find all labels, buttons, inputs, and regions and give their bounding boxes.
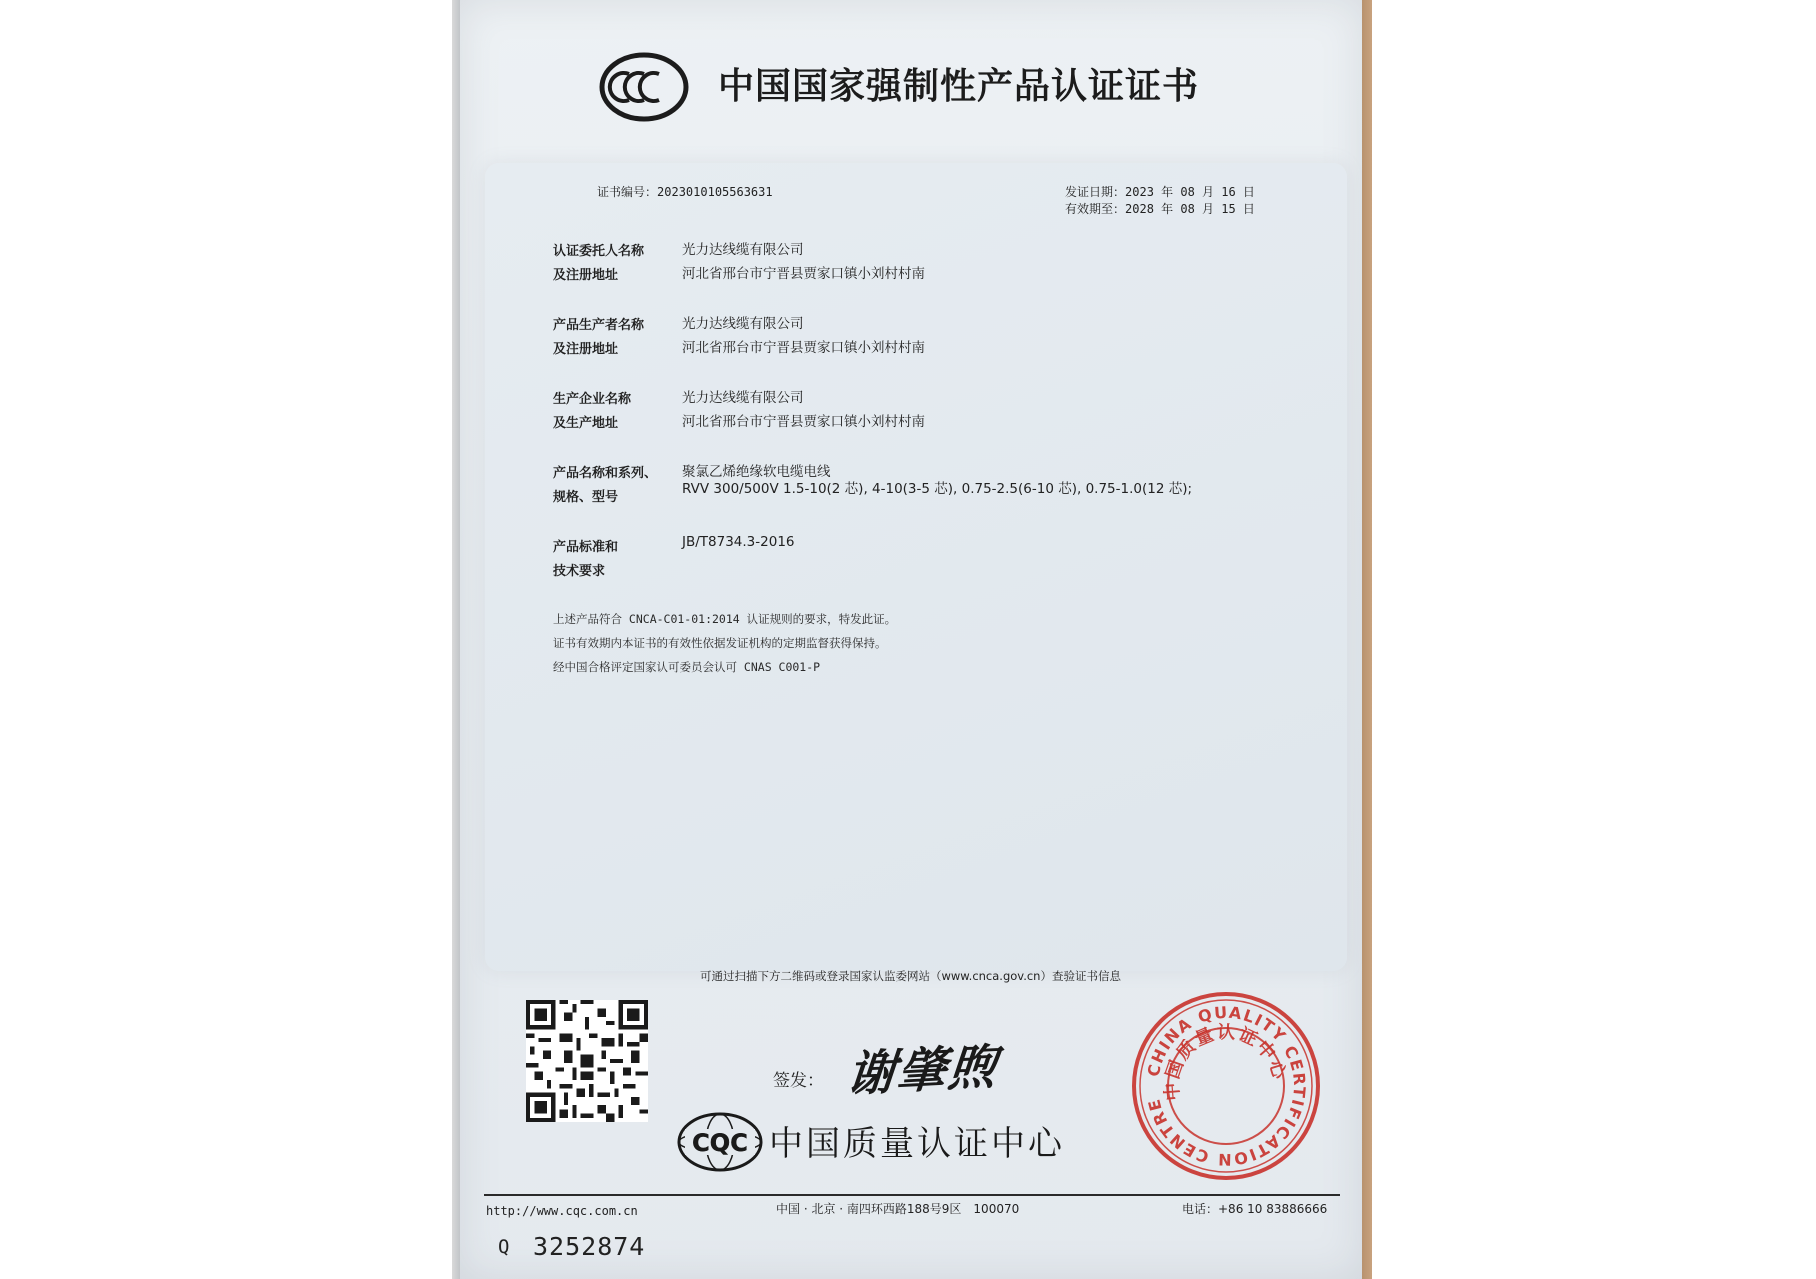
note-line: 证书有效期内本证书的有效性依据发证机构的定期监督获得保持。 xyxy=(553,636,887,650)
field-label: 产品名称和系列、 xyxy=(553,466,658,481)
field-value: 光力达线缆有限公司 xyxy=(682,316,804,332)
field-label: 产品生产者名称 xyxy=(553,318,645,333)
serial-prefix: Q xyxy=(498,1236,511,1258)
cert-number-label: 证书编号： xyxy=(597,185,658,199)
certificate-title: 中国国家强制性产品认证证书 xyxy=(718,66,1200,107)
field-label: 技术要求 xyxy=(553,564,606,579)
valid-until-value: 2028 年 08 月 15 日 xyxy=(1125,202,1255,216)
paper-right-edge xyxy=(1362,0,1372,1279)
field-label: 认证委托人名称 xyxy=(553,244,645,259)
note-line: 上述产品符合 CNCA-C01-01:2014 认证规则的要求，特发此证。 xyxy=(553,612,897,626)
field-value: RVV 300/500V 1.5-10(2 芯), 4-10(3-5 芯), 0.75-2.5(6-10 芯), 0.75-1.0(12 芯); xyxy=(682,481,1193,497)
valid-until-row xyxy=(1065,200,1255,217)
issue-date-row xyxy=(1065,183,1255,200)
certificate-body-panel xyxy=(485,163,1347,971)
qr-code-icon[interactable] xyxy=(526,1000,648,1122)
sign-label: 签发： xyxy=(773,1071,824,1091)
field-label: 及生产地址 xyxy=(553,416,619,431)
official-seal-stamp xyxy=(1128,988,1324,1184)
certificate-paper xyxy=(460,0,1362,1279)
valid-until-label: 有效期至： xyxy=(1065,202,1126,216)
cert-number-row xyxy=(597,183,773,200)
field-value: 光力达线缆有限公司 xyxy=(682,242,804,258)
footer-divider xyxy=(484,1194,1340,1196)
cqc-logo-icon xyxy=(675,1110,765,1174)
field-value: 光力达线缆有限公司 xyxy=(682,390,804,406)
field-value: 聚氯乙烯绝缘软电缆电线 xyxy=(682,464,831,480)
issue-date-value: 2023 年 08 月 16 日 xyxy=(1125,185,1255,199)
ccc-logo-icon xyxy=(599,52,689,122)
svg-text:中国质量认证中心: 中国质量认证中心 xyxy=(1161,1022,1291,1102)
field-label: 规格、型号 xyxy=(553,490,619,505)
field-label: 及注册地址 xyxy=(553,268,619,283)
field-label: 产品标准和 xyxy=(553,540,619,555)
footer-phone: 电话：+86 10 83886666 xyxy=(1182,1202,1328,1216)
svg-text:CQC: CQC xyxy=(692,1129,748,1157)
signature: 谢肇煦 xyxy=(844,1039,1001,1103)
field-label: 及注册地址 xyxy=(553,342,619,357)
field-label: 生产企业名称 xyxy=(553,392,632,407)
field-value: 河北省邢台市宁晋县贾家口镇小刘村村南 xyxy=(682,414,925,430)
svg-text:CHINA QUALITY CERTIFICATION CE: CHINA QUALITY CERTIFICATION CENTRE xyxy=(1143,1002,1310,1170)
footer-website-link[interactable]: http://www.cqc.com.cn xyxy=(486,1204,638,1218)
issuer-name: 中国质量认证中心 xyxy=(769,1124,1065,1164)
note-line: 经中国合格评定国家认可委员会认可 CNAS C001-P xyxy=(553,660,821,674)
cert-number-value: 2023010105563631 xyxy=(657,185,773,199)
qr-hint-text: 可通过扫描下方二维码或登录国家认监委网站（www.cnca.gov.cn）查验证书信息 xyxy=(700,969,1121,983)
field-value: 河北省邢台市宁晋县贾家口镇小刘村村南 xyxy=(682,266,925,282)
footer-address: 中国 · 北京 · 南四环西路188号9区 100070 xyxy=(776,1202,1020,1216)
issue-date-label: 发证日期： xyxy=(1065,185,1126,199)
serial-number: 3252874 xyxy=(533,1232,646,1261)
field-value: 河北省邢台市宁晋县贾家口镇小刘村村南 xyxy=(682,340,925,356)
field-value: JB/T8734.3-2016 xyxy=(682,534,795,550)
